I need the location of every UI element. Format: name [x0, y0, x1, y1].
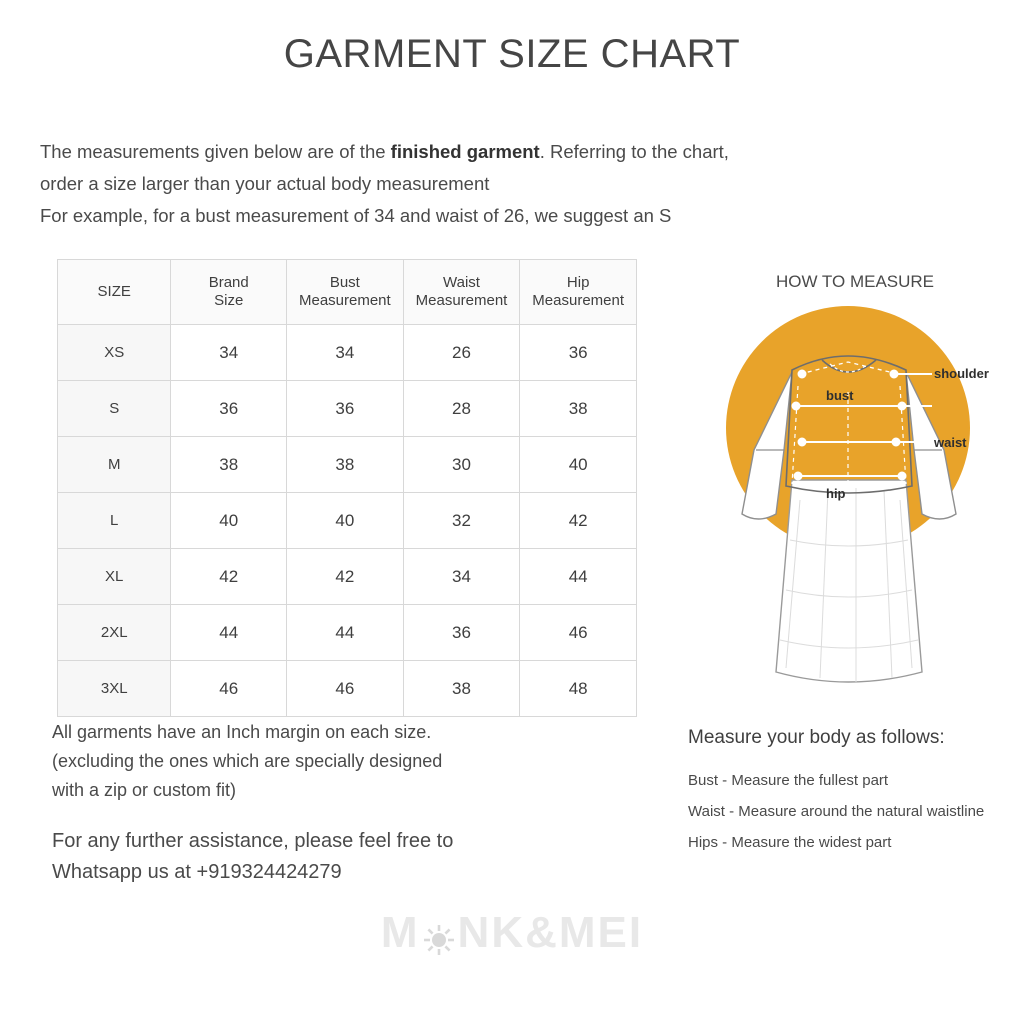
column-header-size — [58, 260, 171, 325]
cell-waist: 32 — [403, 493, 520, 549]
cell-hip: 48 — [520, 661, 637, 717]
cell-size: XL — [58, 549, 171, 605]
header-line-1: Bust — [329, 274, 360, 291]
cell-brand: 34 — [171, 325, 287, 381]
intro-line2: order a size larger than your actual body measurement — [40, 173, 490, 194]
cell-brand: 42 — [171, 549, 287, 605]
header-line-2: Measurement — [298, 292, 391, 309]
cell-waist: 36 — [403, 605, 520, 661]
column-header-bust — [287, 260, 404, 325]
cell-bust: 38 — [287, 437, 404, 493]
cell-hip: 42 — [520, 493, 637, 549]
note-line-1: All garments have an Inch margin on each size. — [52, 722, 432, 742]
table-row — [58, 605, 637, 661]
column-header-brand-size — [171, 260, 287, 325]
header-line-1: Brand — [208, 274, 249, 291]
table-row — [58, 493, 637, 549]
label-waist: waist — [934, 435, 967, 450]
intro-line3: For example, for a bust measurement of 34 and waist of 26, we suggest an S — [40, 205, 672, 226]
cell-size: XS — [58, 325, 171, 381]
header-line-1: Hip — [566, 274, 590, 291]
cell-bust: 34 — [287, 325, 404, 381]
header-line-2: Measurement — [532, 292, 625, 309]
header-line-2: Measurement — [415, 292, 508, 309]
page-title: GARMENT SIZE CHART — [283, 32, 741, 76]
intro-line1-post: . Referring to the chart, — [539, 141, 729, 162]
label-shoulder: shoulder — [934, 366, 989, 381]
table-row — [58, 661, 637, 717]
note-line-3: with a zip or custom fit) — [52, 780, 237, 800]
column-header-hip — [520, 260, 637, 325]
garment-measurement-illustration — [680, 300, 1020, 700]
list-item: Waist - Measure around the natural waistline — [688, 803, 985, 820]
table-header-row — [58, 260, 637, 325]
assistance-line-1: For any further assistance, please feel free to — [52, 830, 454, 852]
intro-line1-pre: The measurements given below are of the — [40, 141, 391, 162]
cell-size: 2XL — [58, 605, 171, 661]
margin-notes — [52, 718, 572, 805]
table-row — [58, 381, 637, 437]
cell-size: M — [58, 437, 171, 493]
cell-brand: 40 — [171, 493, 287, 549]
cell-hip: 36 — [520, 325, 637, 381]
table-row — [58, 549, 637, 605]
watermark-right-text: NK&MEI — [457, 908, 644, 957]
assistance-note — [52, 826, 612, 888]
cell-waist: 34 — [403, 549, 520, 605]
cell-waist: 26 — [403, 325, 520, 381]
cell-size: S — [58, 381, 171, 437]
size-measurements-table — [57, 259, 637, 717]
cell-waist: 30 — [403, 437, 520, 493]
cell-brand: 46 — [171, 661, 287, 717]
assistance-line-2: Whatsapp us at +919324424279 — [52, 861, 342, 883]
table-row — [58, 437, 637, 493]
header-line-1: SIZE — [97, 283, 131, 300]
measure-instructions-list — [688, 765, 1018, 858]
label-bust: bust — [826, 388, 854, 403]
cell-brand: 44 — [171, 605, 287, 661]
cell-bust: 40 — [287, 493, 404, 549]
header-line-1: Waist — [443, 274, 480, 291]
cell-bust: 44 — [287, 605, 404, 661]
cell-hip: 46 — [520, 605, 637, 661]
cell-hip: 38 — [520, 381, 637, 437]
header-line-2: Size — [214, 292, 244, 309]
sun-burst-icon — [422, 918, 456, 952]
note-line-2: (excluding the ones which are specially designed — [52, 751, 443, 771]
table-row — [58, 325, 637, 381]
column-header-waist — [403, 260, 520, 325]
cell-brand: 36 — [171, 381, 287, 437]
cell-size: L — [58, 493, 171, 549]
label-hip: hip — [826, 486, 846, 501]
cell-brand: 38 — [171, 437, 287, 493]
cell-hip: 40 — [520, 437, 637, 493]
list-item: Bust - Measure the fullest part — [688, 772, 889, 789]
how-to-measure-title: HOW TO MEASURE — [775, 272, 935, 291]
cell-size: 3XL — [58, 661, 171, 717]
intro-line1-bold: finished garment — [390, 141, 540, 162]
cell-bust: 42 — [287, 549, 404, 605]
cell-bust: 46 — [287, 661, 404, 717]
watermark-left-text: M — [380, 908, 420, 957]
cell-hip: 44 — [520, 549, 637, 605]
brand-watermark — [0, 908, 1024, 958]
cell-waist: 28 — [403, 381, 520, 437]
measure-instructions-heading: Measure your body as follows: — [688, 727, 945, 748]
list-item: Hips - Measure the widest part — [688, 834, 892, 851]
cell-waist: 38 — [403, 661, 520, 717]
cell-bust: 36 — [287, 381, 404, 437]
intro-paragraph — [40, 136, 990, 232]
